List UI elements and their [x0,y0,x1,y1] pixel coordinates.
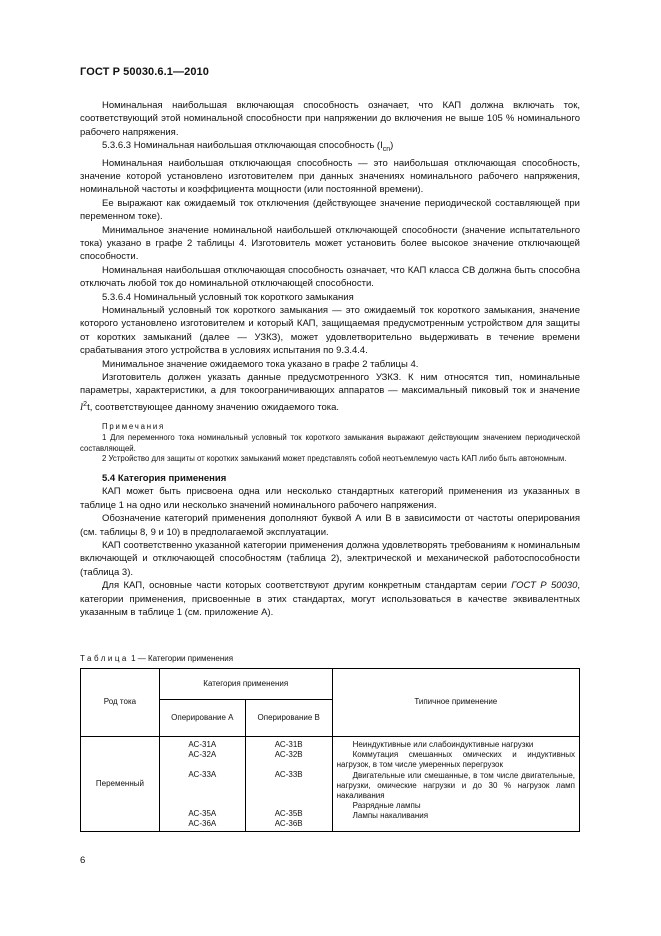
op-a-cell: АС-31А АС-32А АС-33А АС-35А АС-36А [159,737,245,832]
section-heading: 5.4 Категория применения [102,472,227,484]
op-b-cell: АС-31В АС-32В АС-33В АС-35В АС-36В [245,737,332,832]
col-header-op-a: Оперирование А [159,700,245,737]
paragraph: Номинальная наибольшая включающая способность означает, что КАП должна включать ток, соответствующий этой номинальной способности при напряжении до включения не выше 105 % номинального рабочего напряжения. [80,100,580,138]
paragraph: Номинальная наибольшая отключающая способность означает, что КАП класса СВ должна быть способна отключать любой ток до номинальной отключающей способности. [80,264,580,290]
paragraph: КАП может быть присвоена одна или несколько стандартных категорий применения из указанных в таблице 1 на одно или несколько значений номинального рабочего напряжения. [80,486,580,511]
table-caption: Таблица 1 — Категории применения [80,654,234,663]
paragraph: КАП соответственно указанной категории применения должна удовлетворять требованиям к номинальным включающей и отключающей способностям (таблица 2), электрической и механической работоспособности (таблица 3). [80,539,580,578]
note-item: 1 Для переменного тока номинальный условный ток короткого замыкания выражают действующим значением периодической составляющей. [80,433,580,453]
col-header-category: Категория применения [159,669,332,700]
application-cell: Неиндуктивные или слабоиндуктивные нагрузки Коммутация смешанных омических и индуктивных нагрузок, в том числе умеренных перегрузок Двигательные или смешанные, в том числе двигательные, нагрузки, омические нагрузки и до 30 % нагрузок ламп накаливания Разрядные лампы Лампы накаливания [332,737,579,832]
col-header-op-b: Оперирование В [245,700,332,737]
col-header-kind: Род тока [81,669,160,737]
paragraph: Номинальная наибольшая отключающая способность — это наибольшая отключающая способность, значение которой установлено изготовителем при данных значениях номинального рабочего напряжения, номинальной частоты и коэффициента мощности (или постоянной времени). [80,157,580,196]
paragraph: Минимальное значение номинальной наибольшей отключающей способности (значение испытательного тока) указано в графе 2 таблицы 4. Изготовитель может установить более высокое значение отключающей способности. [80,224,580,263]
paragraph: Номинальный условный ток короткого замыкания — это ожидаемый ток короткого замыкания, значение которого установлено изготовителем и который КАП, защищаемая предусмотренным устройством для защиты от коротких замыканий (далее — УЗКЗ), может удовлетворительно выдерживать в течение времени срабатывания этого устройства в условиях испытания по 9.3.4.4. [80,304,580,357]
clause-5-3-6-3-heading: 5.3.6.3 Номинальная наибольшая отключающая способность $(I_{cn})$ [102,140,394,154]
current-kind-cell: Переменный [81,737,160,832]
page-number: 6 [80,855,86,866]
body-text [80,99,580,619]
paragraph: Изготовитель должен указать данные предусмотренного УЗКЗ. К ним относятся тип, номинальные параметры, характеристики, а для токоограничивающих аппаратов — максимальный пиковый ток и значение $I^2t$, соответствующее данному значению ожидаемого тока. [80,372,580,413]
paragraph: Минимальное значение ожидаемого тока указано в графе 2 таблицы 4. [102,358,419,370]
col-header-application: Типичное применение [332,669,579,737]
paragraph: Обозначение категорий применения дополняют буквой А или В в зависимости от частоты оперирования (см. таблицы 8, 9 и 10) в предполагаемой эксплуатации. [80,513,580,538]
notes-heading: Примечания [102,422,166,432]
category-table [80,668,580,832]
paragraph: Ее выражают как ожидаемый ток отключения (действующее значение периодической составляющей при переменном токе). [80,197,580,223]
paragraph: Для КАП, основные части которых соответствуют другим конкретным стандартам серии ГОСТ Р 50030, категории применения, присвоенные в этих стандартах, могут использоваться в качестве эквивалентных указанным в таблице 1 (см. приложение А). [80,580,580,618]
clause-5-3-6-4-heading: 5.3.6.4 Номинальный условный ток короткого замыкания [102,291,354,303]
document-header: ГОСТ Р 50030.6.1—2010 [80,66,209,78]
note-item: 2 Устройство для защиты от коротких замыканий может представлять собой неотъемлемую часть КАП либо быть автономным. [102,454,567,464]
